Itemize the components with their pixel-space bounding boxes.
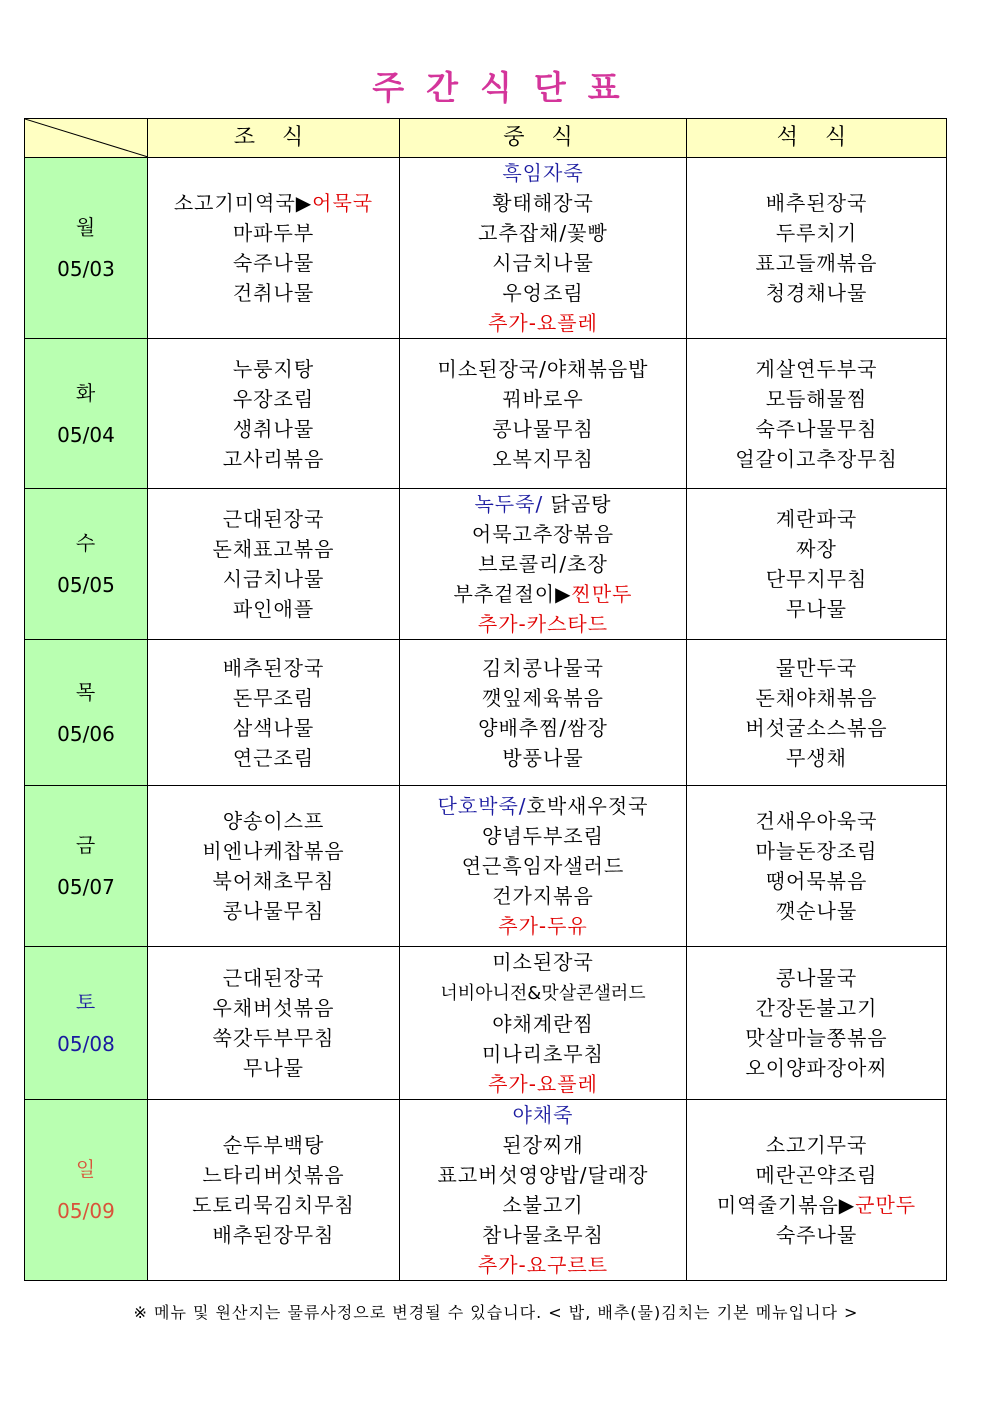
dinner-cell: [687, 339, 947, 489]
menu-item: [148, 1190, 399, 1220]
menu-item-text: 표고버섯영양밥/달래장: [437, 1163, 649, 1187]
menu-item: [400, 218, 686, 248]
menu-item-text: 참나물초무침: [482, 1223, 604, 1247]
dinner-cell: [687, 489, 947, 640]
menu-item-text: 추가-카스타드: [477, 612, 609, 636]
menu-item-text: 김치콩나물국: [482, 655, 604, 680]
menu-item-text: 건가지볶음: [492, 884, 594, 908]
menu-item-text: 느타리버섯볶음: [202, 1163, 345, 1187]
menu-item-text: 돈채표고볶음: [212, 537, 335, 561]
menu-item: [400, 791, 686, 821]
menu-item: [148, 248, 399, 278]
menu-item-text: 단무지무침: [765, 567, 868, 591]
menu-item-text: 무나물: [786, 597, 847, 621]
menu-item: [687, 896, 946, 926]
menu-item-text: 생취나물: [232, 416, 315, 441]
menu-item: [400, 579, 686, 609]
menu-item-text: 근대된장국: [222, 507, 325, 531]
day-date: 05/03: [57, 257, 115, 281]
breakfast-cell: [148, 339, 400, 489]
menu-item: [148, 743, 399, 773]
menu-item: [687, 278, 946, 308]
menu-item: [148, 653, 399, 683]
menu-item-text: 누룽지탕: [232, 356, 315, 381]
menu-item-text: 호박새우젓국: [526, 794, 649, 818]
menu-item: [148, 188, 399, 218]
menu-item-text: 도토리묵김치무침: [192, 1193, 355, 1217]
menu-item: [148, 278, 399, 308]
menu-item-text: 표고들깨볶음: [755, 251, 878, 275]
header-row: [25, 119, 947, 158]
menu-item: [400, 821, 686, 851]
menu-item-text: 파인애플: [232, 597, 315, 621]
menu-item: [148, 594, 399, 624]
menu-item-text: 미소된장국: [492, 950, 594, 974]
menu-item: [400, 977, 686, 1009]
menu-item: [148, 683, 399, 713]
menu-item: [687, 1160, 946, 1190]
menu-item: [400, 1220, 686, 1250]
menu-item-text: 고추잡채/꽃빵: [478, 221, 608, 245]
day-row: [25, 640, 947, 786]
breakfast-cell: [148, 947, 400, 1100]
day-row: [25, 489, 947, 640]
day-cell: [25, 158, 148, 339]
menu-item-text: 건취나물: [232, 281, 315, 305]
menu-item-text: 게살연두부국: [755, 356, 878, 381]
menu-item: [400, 549, 686, 579]
menu-item: [400, 609, 686, 639]
menu-item: [687, 653, 946, 683]
menu-item: [148, 1053, 399, 1083]
breakfast-cell: [148, 158, 400, 339]
day-name: 목: [75, 679, 97, 704]
day-name: 수: [75, 531, 97, 555]
menu-item: [687, 414, 946, 444]
menu-item-text: 깻잎제육볶음: [482, 685, 604, 710]
menu-item: [400, 308, 686, 338]
menu-item: [148, 1130, 399, 1160]
menu-item: [400, 278, 686, 308]
menu-item-text: 모듬해물찜: [765, 386, 868, 411]
menu-item: [148, 1023, 399, 1053]
menu-item: [400, 743, 686, 773]
menu-item-text: 추가-요구르트: [477, 1253, 609, 1277]
menu-item: [400, 1069, 686, 1099]
menu-item-text: 오이양파장아찌: [745, 1056, 888, 1080]
dinner-cell: [687, 947, 947, 1100]
header-breakfast: 조 식: [148, 119, 400, 158]
menu-item-text: 소고기미역국▶: [173, 191, 313, 215]
menu-item: [687, 594, 946, 624]
menu-item: [687, 564, 946, 594]
menu-item: [400, 489, 686, 519]
menu-item-text: 돈채야채볶음: [755, 685, 878, 710]
menu-item-text: 맛살마늘쫑볶음: [745, 1026, 888, 1050]
day-row: [25, 786, 947, 947]
menu-item: [148, 896, 399, 926]
footnote: ※ 메뉴 및 원산지는 물류사정으로 변경될 수 있습니다. < 밥, 배추(물)김치는 기본 메뉴입니다 >: [133, 1303, 859, 1322]
day-row: [25, 158, 947, 339]
menu-item: [687, 1130, 946, 1160]
menu-item: [687, 1053, 946, 1083]
menu-item-text: 황태해장국: [492, 191, 594, 215]
menu-item-text: 짜장: [796, 537, 837, 561]
header-dinner: 석 식: [687, 119, 947, 158]
menu-item-text: 흑임자죽: [502, 161, 584, 185]
menu-item: [400, 414, 686, 444]
breakfast-cell: [148, 489, 400, 640]
menu-item-text: 숙주나물: [775, 1223, 858, 1247]
menu-item: [400, 248, 686, 278]
menu-item-text: 시금치나물: [492, 251, 594, 275]
menu-item-text: 버섯굴소스볶음: [745, 715, 888, 740]
day-date: 05/09: [57, 1199, 115, 1223]
menu-item: [400, 354, 686, 384]
menu-item-text: 군만두: [855, 1193, 917, 1217]
menu-item: [400, 911, 686, 941]
menu-item-text: 된장찌개: [502, 1133, 584, 1157]
menu-item-text: 양송이스프: [222, 809, 325, 833]
day-date: 05/05: [57, 573, 115, 597]
menu-item: [687, 218, 946, 248]
menu-item-text: 소불고기: [502, 1193, 584, 1217]
menu-item: [400, 1250, 686, 1280]
menu-item: [400, 947, 686, 977]
day-cell: [25, 489, 148, 640]
menu-item-text: 미소된장국/야채볶음밥: [437, 356, 649, 381]
menu-item: [400, 444, 686, 474]
menu-item-text: 양배추찜/쌈장: [478, 715, 608, 740]
menu-item-text: 고사리볶음: [222, 446, 325, 471]
day-cell: [25, 947, 148, 1100]
dinner-cell: [687, 786, 947, 947]
menu-item-text: 단호박죽/: [437, 794, 527, 818]
day-row: [25, 1100, 947, 1281]
weekly-menu-table: [24, 118, 947, 1281]
menu-item-text: 시금치나물: [222, 567, 325, 591]
menu-item-text: 야채계란찜: [492, 1012, 594, 1036]
menu-item: [148, 713, 399, 743]
lunch-cell: [400, 158, 687, 339]
menu-item: [687, 504, 946, 534]
menu-item-text: 방풍나물: [502, 745, 584, 770]
menu-item: [148, 963, 399, 993]
day-name: 월: [75, 215, 97, 239]
day-date: 05/06: [57, 721, 115, 746]
menu-item: [400, 881, 686, 911]
menu-item-text: 땡어묵볶음: [765, 869, 868, 893]
menu-item-text: 메란곤약조림: [755, 1163, 878, 1187]
day-name: 화: [75, 380, 97, 405]
lunch-cell: [400, 640, 687, 786]
menu-item-text: 추가-요플레: [488, 1072, 598, 1096]
menu-item-text: 오복지무침: [492, 446, 594, 471]
menu-item: [687, 806, 946, 836]
menu-item-text: 마파두부: [232, 221, 315, 245]
menu-item: [400, 653, 686, 683]
menu-item-text: 양념두부조림: [482, 824, 604, 848]
menu-item: [148, 866, 399, 896]
menu-item: [687, 248, 946, 278]
menu-item-text: 돈무조림: [232, 685, 315, 710]
menu-item: [400, 1160, 686, 1190]
menu-item-text: 우채버섯볶음: [212, 996, 335, 1020]
menu-item-text: 쑥갓두부무침: [212, 1026, 335, 1050]
lunch-cell: [400, 947, 687, 1100]
corner-cell: [25, 119, 148, 158]
menu-item-text: 녹두죽/: [474, 492, 544, 516]
breakfast-cell: [148, 786, 400, 947]
menu-item: [400, 519, 686, 549]
menu-item-text: 어묵국: [312, 191, 374, 215]
menu-item-text: 건새우아욱국: [755, 809, 878, 833]
menu-item: [687, 354, 946, 384]
menu-item: [400, 158, 686, 188]
menu-item: [687, 534, 946, 564]
dinner-cell: [687, 158, 947, 339]
menu-item: [400, 1100, 686, 1130]
lunch-cell: [400, 489, 687, 640]
menu-item-text: 추가-요플레: [488, 311, 598, 335]
menu-item: [687, 1220, 946, 1250]
menu-item-text: 연근흑임자샐러드: [461, 854, 625, 878]
menu-item-text: 꿔바로우: [502, 386, 584, 411]
menu-item-text: 닭곰탕: [543, 492, 612, 516]
menu-item: [148, 218, 399, 248]
day-cell: [25, 640, 148, 786]
day-date: 05/04: [57, 422, 115, 447]
menu-item: [148, 564, 399, 594]
menu-item: [400, 851, 686, 881]
menu-item: [400, 1009, 686, 1039]
menu-item: [400, 1190, 686, 1220]
menu-item-text: 숙주나물: [232, 251, 315, 275]
menu-item: [687, 1023, 946, 1053]
menu-item-text: 계란파국: [775, 507, 858, 531]
menu-item: [687, 683, 946, 713]
menu-item-text: 추가-두유: [498, 914, 588, 938]
menu-item-text: 무나물: [243, 1056, 304, 1080]
day-cell: [25, 339, 148, 489]
menu-item-text: 간장돈불고기: [755, 996, 878, 1020]
dinner-cell: [687, 640, 947, 786]
menu-item: [400, 188, 686, 218]
menu-item-text: 부추겉절이▶: [453, 582, 572, 606]
menu-item-text: 찐만두: [571, 582, 633, 606]
day-name: 금: [75, 833, 97, 857]
menu-item-text: 무생채: [786, 745, 847, 770]
lunch-cell: [400, 339, 687, 489]
menu-item-text: 연근조림: [232, 745, 315, 770]
lunch-cell: [400, 1100, 687, 1281]
menu-item-text: 콩나물국: [775, 966, 858, 990]
menu-item: [687, 993, 946, 1023]
menu-item-text: 마늘돈장조림: [755, 839, 878, 863]
day-date: 05/07: [57, 875, 115, 899]
menu-item: [148, 534, 399, 564]
menu-item: [687, 836, 946, 866]
menu-item: [687, 866, 946, 896]
menu-item: [148, 836, 399, 866]
menu-item: [687, 713, 946, 743]
lunch-cell: [400, 786, 687, 947]
page-title: 주간식단표: [372, 68, 642, 107]
day-name: 일: [75, 1157, 97, 1181]
menu-item: [400, 683, 686, 713]
menu-item: [148, 354, 399, 384]
menu-item-text: 미역줄기볶음▶: [716, 1193, 856, 1217]
menu-item-text: 콩나물무침: [492, 416, 594, 441]
menu-item: [687, 444, 946, 474]
menu-item-text: 비엔나케찹볶음: [202, 839, 345, 863]
menu-item: [148, 1160, 399, 1190]
menu-item-text: 배추된장국: [222, 655, 325, 680]
menu-item: [148, 444, 399, 474]
header-lunch: 중 식: [400, 119, 687, 158]
breakfast-cell: [148, 1100, 400, 1281]
menu-item: [148, 1220, 399, 1250]
dinner-cell: [687, 1100, 947, 1281]
menu-item-text: 우엉조림: [502, 281, 584, 305]
menu-item-text: 순두부백탕: [222, 1133, 325, 1157]
day-row: [25, 339, 947, 489]
day-cell: [25, 786, 148, 947]
menu-item-text: 얼갈이고추장무침: [735, 446, 898, 471]
menu-item-text: 북어채초무침: [212, 869, 335, 893]
menu-item-text: 어묵고추장볶음: [471, 522, 615, 546]
menu-item: [148, 384, 399, 414]
menu-item: [687, 188, 946, 218]
menu-item-text: 우장조림: [232, 386, 315, 411]
menu-item-text: 브로콜리/초장: [478, 552, 608, 576]
menu-item: [687, 743, 946, 773]
menu-item: [400, 1130, 686, 1160]
menu-item: [687, 963, 946, 993]
menu-item-text: 두루치기: [775, 221, 858, 245]
menu-item-text: 미나리초무침: [482, 1042, 604, 1066]
menu-item: [687, 384, 946, 414]
menu-item-text: 콩나물무침: [222, 899, 325, 923]
menu-item: [400, 384, 686, 414]
day-name: 토: [75, 990, 97, 1014]
menu-item-text: 삼색나물: [232, 715, 315, 740]
menu-item: [400, 1039, 686, 1069]
menu-item-text: 소고기무국: [765, 1133, 868, 1157]
breakfast-cell: [148, 640, 400, 786]
menu-item-text: 물만두국: [775, 655, 858, 680]
day-row: [25, 947, 947, 1100]
menu-item-text: 배추된장무침: [212, 1223, 335, 1247]
menu-item: [148, 993, 399, 1023]
menu-item: [148, 504, 399, 534]
menu-item-text: 깻순나물: [775, 899, 858, 923]
menu-item: [687, 1190, 946, 1220]
menu-item-text: 청경채나물: [765, 281, 868, 305]
day-date: 05/08: [57, 1032, 115, 1056]
menu-item: [148, 806, 399, 836]
menu-item-text: 배추된장국: [765, 191, 868, 215]
menu-item: [148, 414, 399, 444]
menu-item-text: 근대된장국: [222, 966, 325, 990]
menu-item-text: 숙주나물무침: [755, 416, 878, 441]
diagonal-divider: [25, 119, 148, 157]
day-cell: [25, 1100, 148, 1281]
menu-item-text: 너비아니전&맛살콘샐러드: [440, 983, 646, 1004]
menu-item-text: 야채죽: [512, 1103, 574, 1127]
menu-item: [400, 713, 686, 743]
